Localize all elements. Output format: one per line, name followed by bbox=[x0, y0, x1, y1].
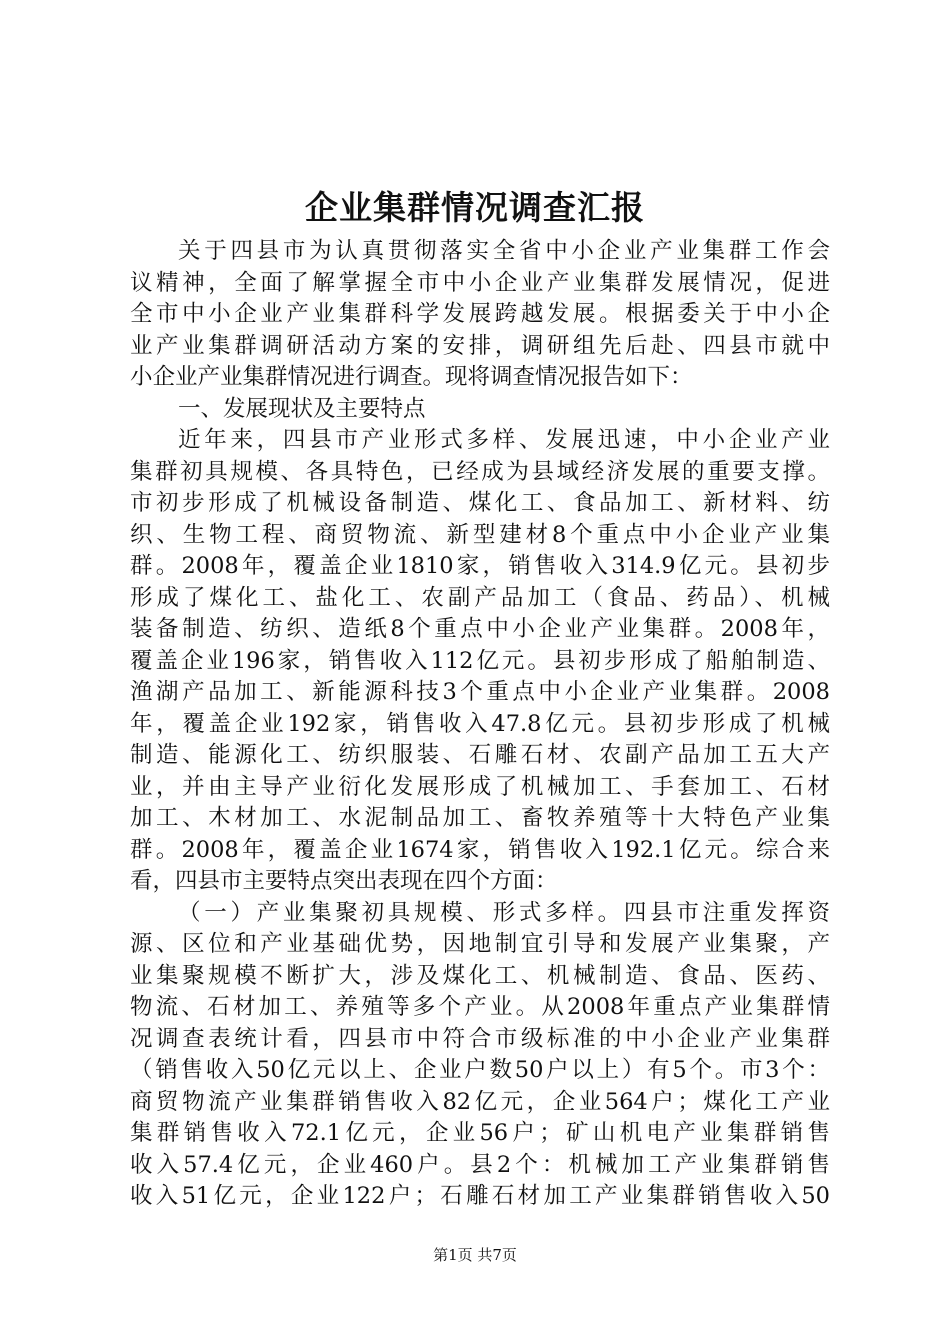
text-line: 近年来，四县市产业形式多样、发展迅速，中小企业产业 bbox=[178, 427, 830, 453]
text-line: 织、生物工程、商贸物流、新型建材8个重点中小企业产业集 bbox=[130, 521, 830, 548]
text-line: 市初步形成了机械设备制造、煤化工、食品加工、新材料、纺 bbox=[130, 490, 830, 516]
text-line: 装备制造、纺织、造纸8个重点中小企业产业集群。2008年， bbox=[130, 616, 830, 642]
text-line: 商贸物流产业集群销售收入82亿元，企业564户；煤化工产业 bbox=[130, 1088, 830, 1115]
text-line: 群。2008年，覆盖企业1674家，销售收入192.1亿元。综合来 bbox=[130, 836, 830, 863]
page-number-footer: 第1页 共7页 bbox=[433, 1246, 517, 1264]
text-line: （销售收入50亿元以上、企业户数50户以上）有5个。市3个： bbox=[130, 1057, 830, 1083]
text-line: 群。2008年，覆盖企业1810家，销售收入314.9亿元。县初步 bbox=[130, 553, 830, 579]
text-line: 集群初具规模、各具特色，已经成为县域经济发展的重要支撑。 bbox=[130, 458, 830, 485]
document-body bbox=[130, 236, 830, 1213]
text-line: 小企业产业集群情况进行调查。现将调查情况报告如下： bbox=[130, 364, 693, 390]
section-heading: 一、发展现状及主要特点 bbox=[178, 395, 426, 422]
text-line: 源、区位和产业基础优势，因地制宜引导和发展产业集聚，产 bbox=[130, 931, 830, 957]
text-line: 收入57.4亿元，企业460户。县2个：机械加工产业集群销售 bbox=[130, 1151, 830, 1178]
text-line: 业产业集群调研活动方案的安排，调研组先后赴、四县市就中 bbox=[130, 332, 830, 359]
text-line: 集群销售收入72.1亿元，企业56户；矿山机电产业集群销售 bbox=[130, 1120, 830, 1146]
text-line: 议精神，全面了解掌握全市中小企业产业集群发展情况，促进 bbox=[130, 269, 830, 296]
text-line: 渔湖产品加工、新能源科技3个重点中小企业产业集群。2008 bbox=[130, 679, 830, 705]
text-line: 覆盖企业196家，销售收入112亿元。县初步形成了船舶制造、 bbox=[130, 647, 830, 674]
text-line: 业集聚规模不断扩大，涉及煤化工、机械制造、食品、医药、 bbox=[130, 962, 830, 989]
text-line: （一）产业集聚初具规模、形式多样。四县市注重发挥资 bbox=[178, 899, 830, 926]
text-line: 形成了煤化工、盐化工、农副产品加工（食品、药品）、机械 bbox=[130, 584, 830, 611]
text-line: 关于四县市为认真贯彻落实全省中小企业产业集群工作会 bbox=[178, 238, 830, 264]
text-line: 收入51亿元，企业122户；石雕石材加工产业集群销售收入50 bbox=[130, 1183, 830, 1209]
text-line: 业，并由主导产业衍化发展形成了机械加工、手套加工、石材 bbox=[130, 773, 830, 800]
text-line: 况调查表统计看，四县市中符合市级标准的中小企业产业集群 bbox=[130, 1025, 830, 1052]
document-title: 企业集群情况调查汇报 bbox=[305, 188, 645, 227]
text-line: 全市中小企业产业集群科学发展跨越发展。根据委关于中小企 bbox=[130, 301, 830, 327]
text-line: 加工、木材加工、水泥制品加工、畜牧养殖等十大特色产业集 bbox=[130, 805, 830, 831]
text-line: 制造、能源化工、纺织服装、石雕石材、农副产品加工五大产 bbox=[130, 742, 830, 768]
text-line: 物流、石材加工、养殖等多个产业。从2008年重点产业集群情 bbox=[130, 994, 830, 1020]
text-line: 看，四县市主要特点突出表现在四个方面： bbox=[130, 868, 558, 894]
text-line: 年，覆盖企业192家，销售收入47.8亿元。县初步形成了机械 bbox=[130, 710, 830, 737]
